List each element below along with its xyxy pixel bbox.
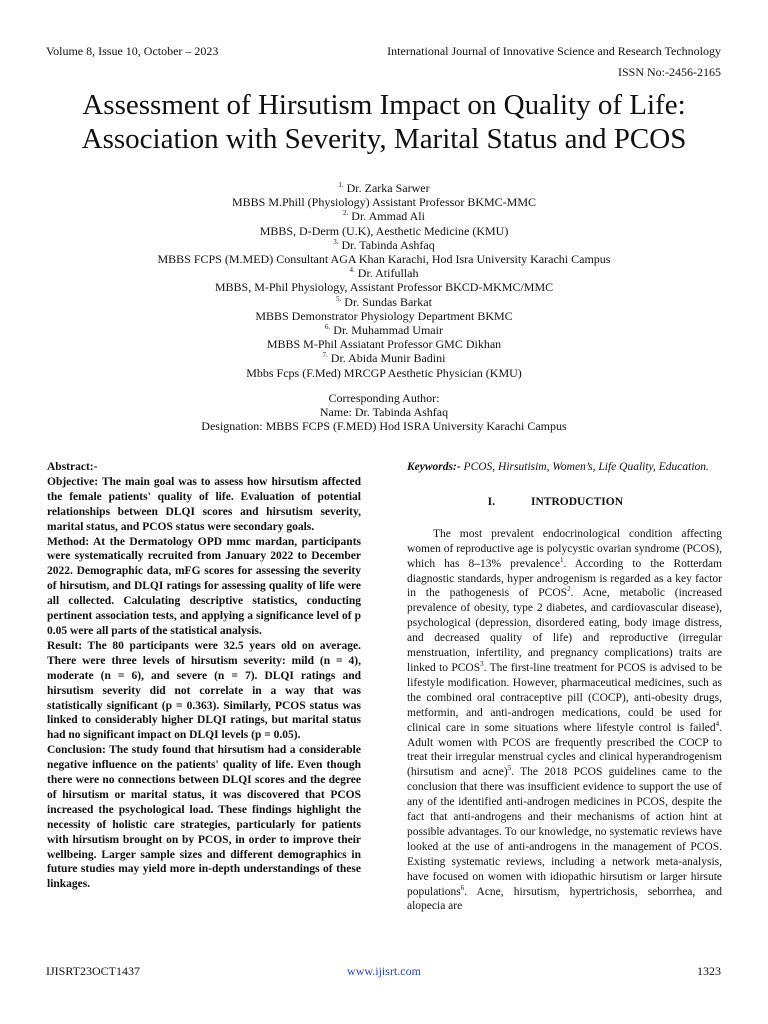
corresponding-author-block [40, 391, 728, 434]
author-number: 4. [349, 266, 355, 275]
author-number: 6. [325, 323, 331, 332]
section-number: I. [487, 495, 495, 508]
abstract-column [47, 460, 361, 892]
footer-page-number: 1323 [697, 964, 721, 978]
issn-number: ISSN No:-2456-2165 [617, 65, 721, 79]
citation-ref: 6 [460, 883, 465, 892]
abstract-objective: Objective: The main goal was to assess how hirsutism affected the female patients' quality of life. Evaluation of potential relationships between DLQI scores and hirsutism severity, marital status, and PCOS status were secondary goals. [47, 475, 361, 533]
author-1-affiliation: MBBS M.Phill (Physiology) Assistant Professor BKMC-MMC [231, 195, 537, 210]
author-name: Dr. Tabinda Ashfaq [338, 237, 435, 252]
author-6 [40, 323, 728, 337]
author-name: Dr. Muhammad Umair [330, 323, 443, 338]
intro-text: The most prevalent endocrinological condition affecting women of reproductive age is polycystic ovarian syndrome (PCOS), which has 8–13% prevalence [407, 527, 722, 570]
footer-article-id: IJISRT23OCT1437 [46, 964, 140, 978]
author-number: 5. [336, 294, 342, 303]
intro-text: . Acne, hirsutism, hypertrichosis, seborrhea, and alopecia are [407, 885, 722, 913]
author-number: 2. [343, 209, 349, 218]
citation-ref: 4 [715, 719, 720, 728]
intro-text: . Acne, metabolic (increased prevalence of obesity, type 2 diabetes, and cardiovascular disease), psychological (depression, disordered eating, body image distress, and decreased quality of life) and reproductive (irregular menstruation, infertility, and pregnancy complications) traits are linked to PCOS [407, 587, 723, 674]
citation-ref: 2 [567, 585, 571, 594]
intro-text: . The first-line treatment for PCOS is advised to be lifestyle modification. However, pharmaceutical medicines, such as the combined oral contraceptive pill (COCP), anti-obesity drugs, metformin, and anti-androgen medications, could be used for clinical care in some situations where lifestyle control is failed [407, 661, 722, 734]
author-7 [40, 351, 728, 365]
corresponding-heading: Corresponding Author: [328, 391, 440, 405]
corresponding-name: Name: Dr. Tabinda Ashfaq [319, 405, 449, 420]
intro-text: . Adult women with PCOS are frequently prescribed the COCP to treat their irregular menstrual cycles and clinical hyperandrogenism (hirsutism and acne) [407, 721, 722, 779]
author-6-affiliation: MBBS M-Phil Assiatant Professor GMC Dikhan [266, 337, 502, 352]
keywords-label: Keywords:- [407, 461, 461, 473]
author-5-affiliation: MBBS Demonstrator Physiology Department BKMC [255, 308, 513, 323]
paper-title-line-1: Assessment of Hirsutism Impact on Quality of Life: [82, 89, 686, 121]
author-name: Dr. Abida Munir Badini [327, 351, 446, 366]
citation-ref: 1 [559, 555, 564, 564]
footer-website-link[interactable]: www.ijisrt.com [347, 964, 421, 978]
author-number: 3. [333, 237, 339, 246]
abstract-method: Method: At the Dermatology OPD mmc mardan, participants were systematically recruited from January 2022 to December 2022. Demographic data, mFG scores for assessing the severity of hirsutism, and DLQI ratings for assessing quality of life were all collected. Calculating descriptive statistics, conducting pertinent association tests, and applying a significance level of p 0.05 were all parts of the statistical analysis. [47, 535, 361, 637]
author-name: Dr. Atifullah [354, 266, 419, 281]
author-1 [40, 181, 728, 195]
citation-ref: 5 [507, 764, 512, 773]
abstract-conclusion: Conclusion: The study found that hirsutism had a considerable negative influence on the patients' quality of life. Even though there were no connections between DLQI scores and the degree of hirsutism or marital status, it was discovered that PCOS increased the psychological load. These findings highlight the necessity of holistic care strategies, particularly for patients with hirsutism brought on by PCOS, in order to improve their wellbeing. Larger sample sizes and different demographics in future studies may yield more in-depth understandings of these linkages. [47, 744, 361, 891]
author-5 [40, 295, 728, 309]
intro-text: . According to the Rotterdam diagnostic standards, hyper androgenism is regarded as a key factor in the pathogenesis of PCOS [407, 557, 722, 600]
author-3-affiliation: MBBS FCPS (M.MED) Consultant AGA Khan Karachi, Hod Isra University Karachi Campus [157, 252, 611, 267]
corresponding-designation: Designation: MBBS FCPS (F.MED) Hod ISRA University Karachi Campus [201, 419, 567, 434]
author-name: Dr. Ammad Ali [348, 209, 425, 224]
author-4 [40, 266, 728, 280]
author-4-affiliation: MBBS, M-Phil Physiology, Assistant Professor BKCD-MKMC/MMC [214, 280, 554, 295]
author-number: 1. [338, 181, 344, 189]
paper-title-line-2: Association with Severity, Marital Status and PCOS [81, 123, 687, 155]
section-title: INTRODUCTION [531, 495, 624, 508]
author-list [40, 181, 728, 380]
keywords-text: PCOS, Hirsutisim, Women’s, Life Quality, Education. [460, 461, 709, 473]
keywords [407, 460, 722, 475]
author-name: Dr. Sundas Barkat [341, 294, 432, 309]
author-2-affiliation: MBBS, D-Derm (U.K), Aesthetic Medicine (KMU) [259, 223, 509, 238]
running-header-journal: International Journal of Innovative Science and Research Technology [387, 44, 721, 58]
paper-title [20, 88, 748, 156]
body-column [407, 460, 722, 914]
author-7-affiliation: Mbbs Fcps (F.Med) MRCGP Aesthetic Physician (KMU) [246, 365, 522, 380]
section-heading [407, 495, 722, 510]
citation-ref: 3 [480, 659, 484, 668]
author-name: Dr. Zarka Sarwer [343, 181, 430, 195]
author-2 [40, 209, 728, 223]
author-number: 7. [322, 351, 328, 360]
abstract-result: Result: The 80 participants were 32.5 years old on average. There were three levels of hirsutism severity: mild (n = 4), moderate (n = 6), and severe (n = 7). DLQI ratings and hirsutism severity did not correlate in a way that was statistically significant (p = 0.363). Similarly, PCOS status was linked to considerably higher DLQI ratings, but marital status had no significant impact on DLQI levels (p = 0.05). [47, 639, 361, 742]
author-3 [40, 238, 728, 252]
intro-text: . The 2018 PCOS guidelines came to the conclusion that there was insufficient evidence to support the use of any of the identified anti-androgen medicines in PCOS, despite the fact that anti-androgens and their mechanisms of action hint at possible advantages. To our knowledge, no systematic reviews have looked at the use of anti-androgens in the management of PCOS. Existing systematic reviews, including a network meta-analysis, have focused on women with idiopathic hirsutism or larger hirsute populations [407, 766, 722, 898]
introduction-paragraph [407, 527, 722, 915]
abstract-heading: Abstract:- [47, 461, 98, 473]
running-header-volume: Volume 8, Issue 10, October – 2023 [46, 44, 219, 58]
